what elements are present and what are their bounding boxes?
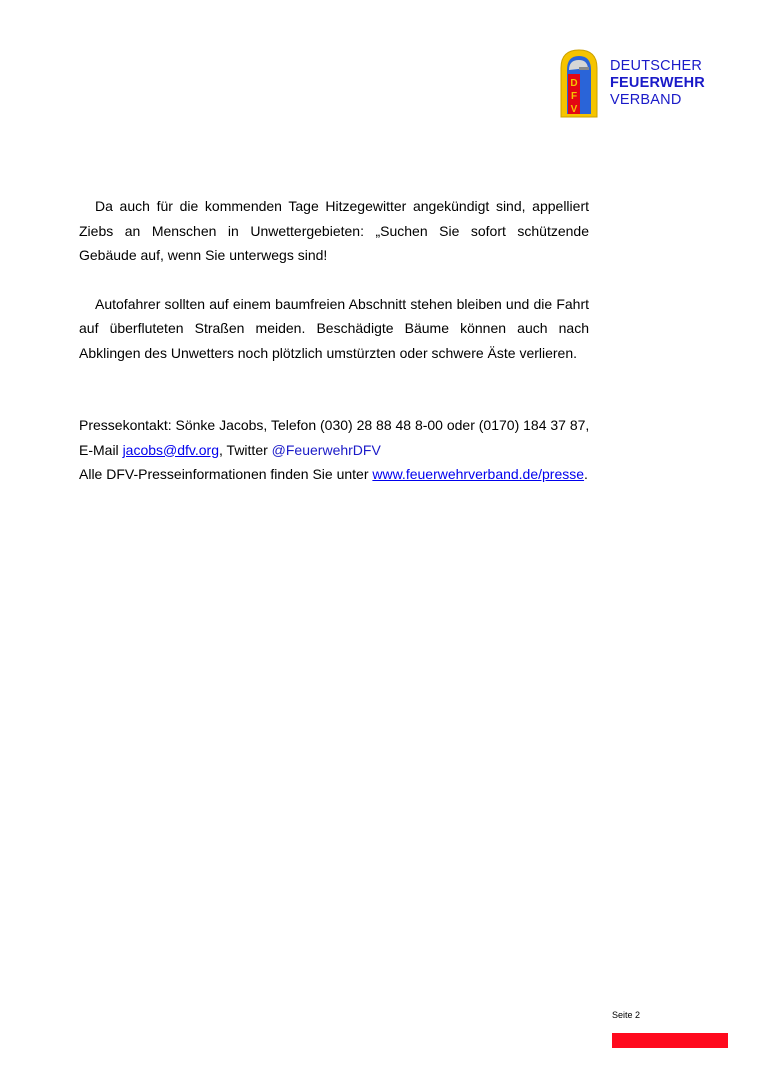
paragraph-driver-advice: Autofahrer sollten auf einem baumfreien Abschnitt stehen bleiben und die Fahrt auf überfluteten Straßen meiden. Beschädigte Bäume können auch nach Abklingen des Unwetters noch plötzlich umstürzten oder schwere Äste verlieren.	[79, 295, 589, 361]
twitter-handle-link[interactable]: @FeuerwehrDFV	[271, 441, 381, 458]
press-prefix: Alle DFV-Presseinformationen finden Sie unter	[79, 466, 373, 482]
svg-text:D: D	[570, 78, 578, 89]
press-url-link[interactable]: www.feuerwehrverband.de/presse	[372, 466, 585, 482]
svg-text:V: V	[570, 104, 578, 115]
logo-line-deutscher: DEUTSCHER	[610, 58, 703, 74]
body-text	[79, 194, 589, 365]
email-prefix: E-Mail	[79, 441, 123, 458]
logo-line-feuerwehr: FEUERWEHR	[610, 75, 705, 91]
logo-wordmark	[610, 58, 730, 109]
contact-line-phone: Pressekontakt: Sönke Jacobs, Telefon (030) 28 88 48 8-00 oder (0170) 184 37 87,	[79, 417, 590, 433]
press-suffix: .	[584, 466, 588, 482]
dfv-emblem-icon	[557, 48, 603, 118]
svg-text:F: F	[570, 91, 578, 102]
logo-line-verband: VERBAND	[610, 92, 682, 108]
email-link[interactable]: jacobs@dfv.org	[122, 441, 220, 458]
dfv-logo	[557, 48, 727, 118]
contact-line-email	[79, 438, 599, 463]
twitter-prefix: , Twitter	[219, 441, 272, 458]
paragraph-weather-warning: Da auch für die kommenden Tage Hitzegewitter angekündigt sind, appelliert Ziebs an Menschen in Unwettergebieten: „Suchen Sie sofort schützende Gebäude auf, wenn Sie unterwegs sind!	[79, 198, 589, 263]
footer-red-bar	[612, 1033, 728, 1048]
contact-line-press	[79, 462, 599, 487]
press-contact	[79, 413, 599, 487]
page-number: Seite 2	[612, 1010, 641, 1020]
